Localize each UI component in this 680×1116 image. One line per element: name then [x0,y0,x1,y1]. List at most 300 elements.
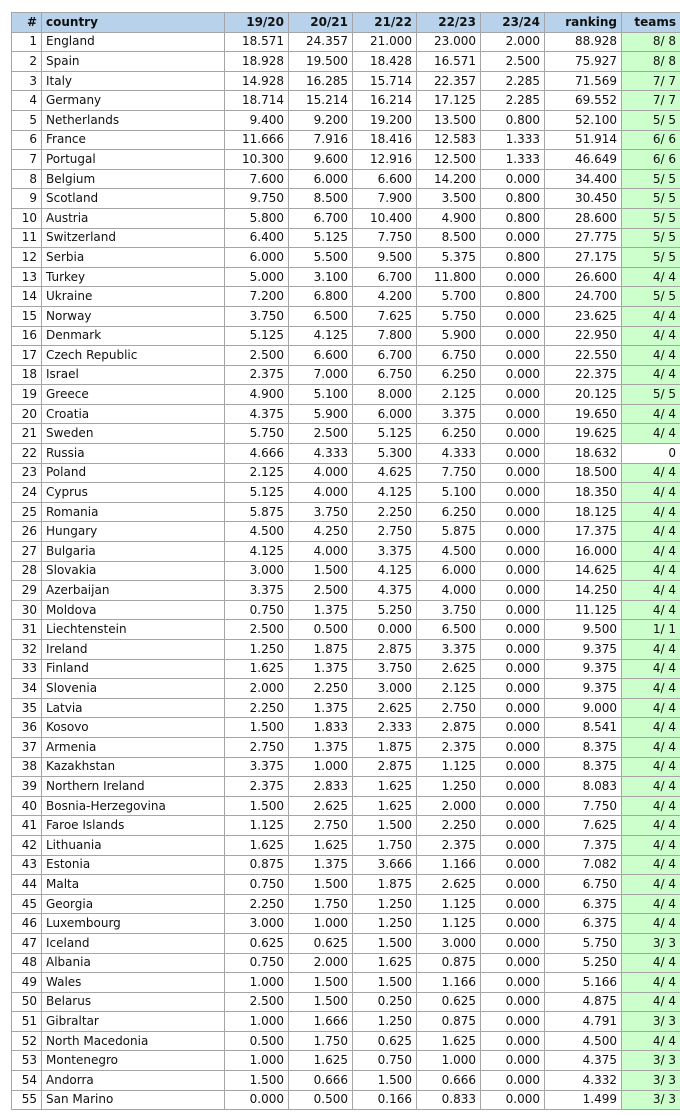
table-row [12,267,680,287]
cell-season-21-22: 5.300 [353,444,417,464]
cell-season-20-21: 2.250 [289,679,353,699]
cell-country: San Marino [42,1090,225,1110]
cell-season-21-22: 6.750 [353,365,417,385]
cell-season-22-23: 6.000 [417,561,481,581]
cell-country: England [42,32,225,52]
cell-rank: 40 [12,796,42,816]
cell-country: France [42,130,225,150]
cell-season-19-20: 4.500 [225,522,289,542]
cell-season-21-22: 3.750 [353,659,417,679]
cell-rank: 1 [12,32,42,52]
cell-rank: 45 [12,894,42,914]
cell-season-21-22: 1.625 [353,777,417,797]
cell-season-20-21: 9.200 [289,110,353,130]
cell-country: Latvia [42,698,225,718]
cell-rank: 32 [12,640,42,660]
cell-season-23-24: 0.000 [481,1012,545,1032]
cell-season-20-21: 2.750 [289,816,353,836]
cell-season-19-20: 0.500 [225,1031,289,1051]
cell-ranking: 75.927 [545,52,622,72]
cell-season-19-20: 6.000 [225,248,289,268]
cell-country: Slovakia [42,561,225,581]
cell-season-21-22: 1.875 [353,737,417,757]
cell-season-23-24: 0.000 [481,600,545,620]
cell-country: Russia [42,444,225,464]
cell-season-22-23: 6.250 [417,424,481,444]
cell-teams: 4/ 4 [622,835,680,855]
cell-rank: 51 [12,1012,42,1032]
cell-season-22-23: 0.875 [417,953,481,973]
cell-season-21-22: 0.625 [353,1031,417,1051]
cell-rank: 37 [12,737,42,757]
table-row [12,875,680,895]
table-row [12,248,680,268]
cell-season-23-24: 0.000 [481,1090,545,1110]
header-season-19-20[interactable]: 19/20 [225,13,289,33]
cell-country: Iceland [42,933,225,953]
cell-rank: 15 [12,306,42,326]
cell-season-20-21: 0.500 [289,1090,353,1110]
cell-country: Finland [42,659,225,679]
cell-teams: 4/ 4 [622,326,680,346]
cell-ranking: 5.250 [545,953,622,973]
table-row [12,777,680,797]
table-row [12,561,680,581]
cell-rank: 35 [12,698,42,718]
cell-season-21-22: 2.750 [353,522,417,542]
cell-country: Gibraltar [42,1012,225,1032]
cell-season-19-20: 7.200 [225,287,289,307]
table-row [12,444,680,464]
cell-country: Luxembourg [42,914,225,934]
cell-season-19-20: 2.125 [225,463,289,483]
cell-country: Israel [42,365,225,385]
cell-ranking: 9.000 [545,698,622,718]
cell-season-23-24: 2.000 [481,32,545,52]
cell-season-22-23: 2.125 [417,385,481,405]
cell-season-19-20: 3.000 [225,561,289,581]
cell-season-20-21: 1.500 [289,992,353,1012]
cell-teams: 4/ 4 [622,698,680,718]
table-row [12,1090,680,1110]
cell-country: Bulgaria [42,542,225,562]
cell-season-21-22: 0.166 [353,1090,417,1110]
cell-teams: 3/ 3 [622,933,680,953]
cell-season-20-21: 1.375 [289,698,353,718]
table-row [12,914,680,934]
cell-teams: 4/ 4 [622,346,680,366]
cell-rank: 55 [12,1090,42,1110]
header-season-20-21[interactable]: 20/21 [289,13,353,33]
cell-season-20-21: 6.800 [289,287,353,307]
table-row [12,1031,680,1051]
cell-country: Cyprus [42,483,225,503]
cell-season-20-21: 4.333 [289,444,353,464]
cell-season-19-20: 2.375 [225,365,289,385]
cell-country: Norway [42,306,225,326]
cell-season-21-22: 3.000 [353,679,417,699]
cell-rank: 41 [12,816,42,836]
cell-season-22-23: 14.200 [417,169,481,189]
cell-season-22-23: 3.500 [417,189,481,209]
table-row [12,698,680,718]
cell-season-22-23: 1.250 [417,777,481,797]
cell-ranking: 8.083 [545,777,622,797]
cell-season-21-22: 18.428 [353,52,417,72]
cell-season-21-22: 0.250 [353,992,417,1012]
cell-ranking: 7.750 [545,796,622,816]
cell-season-20-21: 1.750 [289,1031,353,1051]
cell-season-22-23: 1.125 [417,914,481,934]
cell-season-23-24: 0.000 [481,561,545,581]
cell-country: Belarus [42,992,225,1012]
cell-teams: 4/ 4 [622,777,680,797]
cell-season-23-24: 0.000 [481,914,545,934]
cell-ranking: 28.600 [545,208,622,228]
cell-rank: 46 [12,914,42,934]
cell-season-19-20: 10.300 [225,150,289,170]
cell-season-21-22: 3.375 [353,542,417,562]
cell-rank: 34 [12,679,42,699]
table-row [12,835,680,855]
cell-season-20-21: 5.125 [289,228,353,248]
cell-ranking: 14.250 [545,581,622,601]
cell-season-22-23: 2.625 [417,659,481,679]
cell-country: Croatia [42,404,225,424]
cell-season-21-22: 7.900 [353,189,417,209]
cell-season-20-21: 4.125 [289,326,353,346]
cell-season-21-22: 2.875 [353,757,417,777]
cell-season-23-24: 2.285 [481,91,545,111]
cell-season-19-20: 2.500 [225,620,289,640]
cell-season-19-20: 0.875 [225,855,289,875]
cell-rank: 47 [12,933,42,953]
cell-season-20-21: 3.100 [289,267,353,287]
cell-teams: 8/ 8 [622,32,680,52]
cell-season-21-22: 4.200 [353,287,417,307]
cell-season-21-22: 0.750 [353,1051,417,1071]
cell-season-20-21: 5.100 [289,385,353,405]
cell-rank: 2 [12,52,42,72]
cell-season-22-23: 2.000 [417,796,481,816]
cell-teams: 5/ 5 [622,248,680,268]
cell-season-20-21: 1.375 [289,737,353,757]
cell-season-22-23: 2.375 [417,835,481,855]
cell-teams: 5/ 5 [622,208,680,228]
cell-season-20-21: 9.600 [289,150,353,170]
cell-rank: 30 [12,600,42,620]
cell-season-23-24: 0.000 [481,933,545,953]
cell-ranking: 6.375 [545,914,622,934]
table-row [12,463,680,483]
cell-rank: 29 [12,581,42,601]
cell-season-20-21: 4.000 [289,463,353,483]
cell-teams: 4/ 4 [622,502,680,522]
cell-season-19-20: 3.375 [225,757,289,777]
cell-season-22-23: 8.500 [417,228,481,248]
cell-season-22-23: 3.000 [417,933,481,953]
cell-ranking: 5.750 [545,933,622,953]
cell-season-20-21: 0.500 [289,620,353,640]
cell-country: Faroe Islands [42,816,225,836]
table-row [12,679,680,699]
cell-season-22-23: 4.000 [417,581,481,601]
cell-season-22-23: 22.357 [417,71,481,91]
table-row [12,365,680,385]
cell-rank: 39 [12,777,42,797]
cell-season-19-20: 18.714 [225,91,289,111]
cell-ranking: 4.791 [545,1012,622,1032]
cell-season-19-20: 18.928 [225,52,289,72]
cell-ranking: 8.375 [545,757,622,777]
cell-season-22-23: 4.900 [417,208,481,228]
cell-ranking: 27.775 [545,228,622,248]
cell-season-19-20: 0.750 [225,875,289,895]
cell-season-21-22: 19.200 [353,110,417,130]
cell-country: Switzerland [42,228,225,248]
table-row [12,757,680,777]
cell-country: Germany [42,91,225,111]
cell-rank: 8 [12,169,42,189]
cell-season-20-21: 1.000 [289,914,353,934]
cell-season-20-21: 1.500 [289,561,353,581]
cell-season-21-22: 15.714 [353,71,417,91]
cell-rank: 42 [12,835,42,855]
cell-teams: 4/ 4 [622,659,680,679]
cell-rank: 38 [12,757,42,777]
cell-season-19-20: 2.000 [225,679,289,699]
cell-season-23-24: 0.000 [481,1051,545,1071]
cell-teams: 5/ 5 [622,385,680,405]
header-ranking[interactable]: ranking [545,13,622,33]
cell-season-21-22: 2.625 [353,698,417,718]
cell-season-19-20: 1.125 [225,816,289,836]
table-row [12,522,680,542]
cell-season-22-23: 16.571 [417,52,481,72]
cell-country: Northern Ireland [42,777,225,797]
table-row [12,287,680,307]
table-row [12,855,680,875]
cell-season-23-24: 0.000 [481,973,545,993]
cell-ranking: 23.625 [545,306,622,326]
cell-season-19-20: 0.000 [225,1090,289,1110]
cell-country: Moldova [42,600,225,620]
cell-rank: 18 [12,365,42,385]
header-season-23-24[interactable]: 23/24 [481,13,545,33]
cell-season-20-21: 4.000 [289,542,353,562]
cell-season-20-21: 0.666 [289,1071,353,1091]
cell-rank: 26 [12,522,42,542]
cell-country: Bosnia-Herzegovina [42,796,225,816]
cell-rank: 36 [12,718,42,738]
cell-teams: 0 [622,444,680,464]
table-row [12,1012,680,1032]
cell-teams: 4/ 4 [622,894,680,914]
cell-teams: 4/ 4 [622,424,680,444]
cell-season-21-22: 1.500 [353,973,417,993]
cell-season-23-24: 0.000 [481,855,545,875]
cell-season-21-22: 1.500 [353,933,417,953]
cell-season-21-22: 1.875 [353,875,417,895]
cell-country: Ukraine [42,287,225,307]
cell-country: Albania [42,953,225,973]
cell-teams: 5/ 5 [622,189,680,209]
cell-season-22-23: 6.500 [417,620,481,640]
cell-season-21-22: 1.500 [353,816,417,836]
cell-rank: 22 [12,444,42,464]
cell-season-23-24: 0.000 [481,463,545,483]
table-row [12,973,680,993]
cell-season-19-20: 2.250 [225,894,289,914]
cell-season-20-21: 2.000 [289,953,353,973]
cell-ranking: 19.650 [545,404,622,424]
cell-teams: 4/ 4 [622,953,680,973]
cell-season-22-23: 2.625 [417,875,481,895]
cell-rank: 14 [12,287,42,307]
cell-ranking: 22.375 [545,365,622,385]
cell-country: Hungary [42,522,225,542]
cell-season-23-24: 0.000 [481,659,545,679]
table-row [12,150,680,170]
cell-season-20-21: 1.375 [289,659,353,679]
header-season-21-22[interactable]: 21/22 [353,13,417,33]
cell-season-22-23: 2.750 [417,698,481,718]
cell-rank: 9 [12,189,42,209]
cell-teams: 4/ 4 [622,306,680,326]
cell-season-19-20: 1.000 [225,1051,289,1071]
cell-rank: 21 [12,424,42,444]
cell-teams: 7/ 7 [622,71,680,91]
cell-ranking: 18.632 [545,444,622,464]
table-row [12,32,680,52]
cell-country: Kosovo [42,718,225,738]
cell-ranking: 4.500 [545,1031,622,1051]
cell-season-23-24: 0.000 [481,502,545,522]
cell-season-20-21: 3.750 [289,502,353,522]
cell-season-20-21: 6.700 [289,208,353,228]
cell-season-20-21: 1.666 [289,1012,353,1032]
cell-season-20-21: 1.500 [289,875,353,895]
cell-teams: 4/ 4 [622,365,680,385]
cell-ranking: 4.875 [545,992,622,1012]
cell-season-22-23: 1.166 [417,973,481,993]
cell-season-23-24: 0.000 [481,718,545,738]
cell-teams: 4/ 4 [622,483,680,503]
cell-teams: 4/ 4 [622,600,680,620]
header-teams[interactable]: teams [622,13,680,33]
cell-season-21-22: 5.125 [353,424,417,444]
cell-season-20-21: 8.500 [289,189,353,209]
cell-ranking: 4.375 [545,1051,622,1071]
cell-country: Armenia [42,737,225,757]
cell-country: Sweden [42,424,225,444]
cell-ranking: 6.750 [545,875,622,895]
cell-rank: 17 [12,346,42,366]
table-row [12,953,680,973]
cell-season-19-20: 5.000 [225,267,289,287]
cell-season-20-21: 6.500 [289,306,353,326]
cell-rank: 12 [12,248,42,268]
cell-ranking: 27.175 [545,248,622,268]
cell-rank: 5 [12,110,42,130]
cell-teams: 5/ 5 [622,169,680,189]
table-row [12,502,680,522]
table-row [12,385,680,405]
cell-teams: 7/ 7 [622,91,680,111]
cell-country: Azerbaijan [42,581,225,601]
cell-rank: 27 [12,542,42,562]
cell-season-23-24: 0.000 [481,1071,545,1091]
cell-season-19-20: 1.625 [225,659,289,679]
cell-season-23-24: 0.000 [481,737,545,757]
cell-season-19-20: 9.400 [225,110,289,130]
cell-season-21-22: 21.000 [353,32,417,52]
cell-rank: 24 [12,483,42,503]
cell-season-20-21: 19.500 [289,52,353,72]
cell-rank: 54 [12,1071,42,1091]
cell-country: Montenegro [42,1051,225,1071]
cell-country: Turkey [42,267,225,287]
cell-season-19-20: 1.500 [225,718,289,738]
cell-country: Denmark [42,326,225,346]
cell-ranking: 18.500 [545,463,622,483]
table-row [12,992,680,1012]
table-row [12,189,680,209]
cell-season-20-21: 1.375 [289,855,353,875]
header-season-22-23[interactable]: 22/23 [417,13,481,33]
cell-teams: 3/ 3 [622,1071,680,1091]
cell-rank: 20 [12,404,42,424]
cell-season-23-24: 0.000 [481,894,545,914]
cell-season-22-23: 1.125 [417,894,481,914]
table-row [12,483,680,503]
cell-season-22-23: 1.125 [417,757,481,777]
cell-season-20-21: 5.500 [289,248,353,268]
cell-season-20-21: 15.214 [289,91,353,111]
table-row [12,346,680,366]
table-row [12,718,680,738]
cell-season-23-24: 0.000 [481,875,545,895]
cell-rank: 53 [12,1051,42,1071]
cell-rank: 25 [12,502,42,522]
cell-season-23-24: 0.800 [481,189,545,209]
cell-season-22-23: 1.625 [417,1031,481,1051]
cell-teams: 4/ 4 [622,914,680,934]
cell-season-19-20: 1.500 [225,1071,289,1091]
cell-ranking: 5.166 [545,973,622,993]
cell-teams: 3/ 3 [622,1051,680,1071]
table-row [12,816,680,836]
cell-season-19-20: 5.125 [225,326,289,346]
cell-ranking: 11.125 [545,600,622,620]
cell-season-22-23: 0.625 [417,992,481,1012]
header-rank[interactable]: # [12,13,42,33]
cell-rank: 23 [12,463,42,483]
cell-season-22-23: 6.250 [417,502,481,522]
cell-season-19-20: 3.750 [225,306,289,326]
table-row [12,796,680,816]
cell-country: Spain [42,52,225,72]
cell-season-22-23: 17.125 [417,91,481,111]
cell-season-23-24: 0.000 [481,698,545,718]
cell-ranking: 20.125 [545,385,622,405]
table-row [12,1071,680,1091]
cell-season-20-21: 4.000 [289,483,353,503]
cell-season-21-22: 2.333 [353,718,417,738]
header-country[interactable]: country [42,13,225,33]
cell-season-23-24: 0.000 [481,306,545,326]
cell-country: Poland [42,463,225,483]
